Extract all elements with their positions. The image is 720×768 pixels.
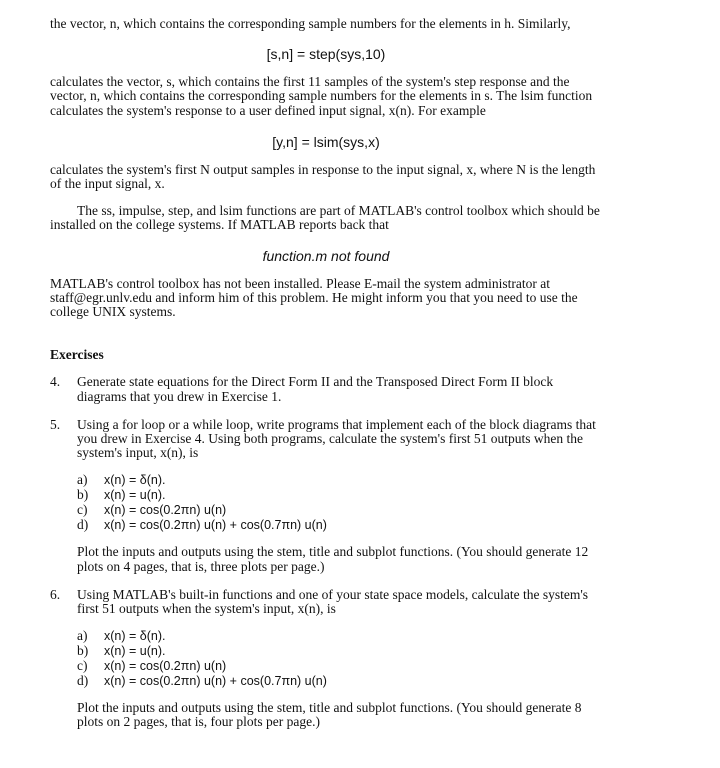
exercise-text: Generate state equations for the Direct Form II and the Transposed Direct Form II block diagrams that you drew in Exercise 1. bbox=[77, 374, 554, 404]
paragraph-not-installed: MATLAB's control toolbox has not been installed. Please E-mail the system administrator at staff@egr.unlv.edu and inform him of this problem. He might inform you that you need to use the college UNIX systems. bbox=[50, 275, 578, 320]
exercise-4 bbox=[50, 375, 602, 403]
paragraph-vector-n: the vector, n, which contains the corresponding sample numbers for the elements in h. Similarly, bbox=[50, 16, 571, 31]
plot-instructions: Plot the inputs and outputs using the stem, title and subplot functions. (You should generate 8 plots on 2 pages, that is, four plots per page.) bbox=[77, 700, 582, 730]
list-item: b) x(n) = u(n). bbox=[77, 643, 166, 659]
exercise-text: Using a for loop or a while loop, write programs that implement each of the block diagrams that you drew in Exercise 4. Using both programs, calculate the system's first 51 outputs when the system's input, x(n), is bbox=[77, 416, 596, 461]
list-item: d) x(n) = cos(0.2πn) u(n) + cos(0.7πn) u(n) bbox=[77, 517, 327, 533]
input-signal-list bbox=[77, 628, 602, 688]
paragraph-step-description: calculates the vector, s, which contains the first 11 samples of the system's step response and the vector, n, which contains the corresponding sample numbers for the elements in s. The lsim function calculates the system's response to a user defined input signal, x(n). For example bbox=[50, 74, 593, 118]
list-item: c) x(n) = cos(0.2πn) u(n) bbox=[77, 502, 227, 518]
list-item: b) x(n) = u(n). bbox=[77, 487, 166, 503]
paragraph-lsim-description: calculates the system's first N output samples in response to the input signal, x, where N is the length of the input signal, x. bbox=[50, 161, 596, 192]
input-signal-list bbox=[77, 472, 602, 532]
exercise-5 bbox=[50, 418, 602, 574]
plot-instructions: Plot the inputs and outputs using the stem, title and subplot functions. (You should generate 12 plots on 4 pages, that is, three plots per page.) bbox=[77, 544, 589, 574]
list-item: d) x(n) = cos(0.2πn) u(n) + cos(0.7πn) u(n) bbox=[77, 673, 327, 689]
equation-lsim: [y,n] = lsim(sys,x) bbox=[272, 133, 380, 150]
exercises-heading: Exercises bbox=[50, 347, 104, 363]
list-item: a) x(n) = δ(n). bbox=[77, 628, 166, 644]
paragraph-toolbox: The ss, impulse, step, and lsim functions are part of MATLAB's control toolbox which should be installed on the college systems. If MATLAB reports back that bbox=[50, 203, 600, 233]
equation-not-found: function.m not found bbox=[262, 247, 390, 264]
exercise-number: 4. bbox=[50, 374, 61, 390]
equation-step: [s,n] = step(sys,10) bbox=[266, 46, 386, 63]
document-page bbox=[50, 17, 602, 730]
list-item: c) x(n) = cos(0.2πn) u(n) bbox=[77, 658, 227, 674]
exercise-number: 6. bbox=[50, 586, 61, 602]
list-item: a) x(n) = δ(n). bbox=[77, 472, 166, 488]
exercise-number: 5. bbox=[50, 416, 61, 432]
exercise-text: Using MATLAB's built-in functions and one of your state space models, calculate the system's first 51 outputs when the system's input, x(n), is bbox=[77, 586, 589, 617]
exercise-6 bbox=[50, 588, 602, 730]
